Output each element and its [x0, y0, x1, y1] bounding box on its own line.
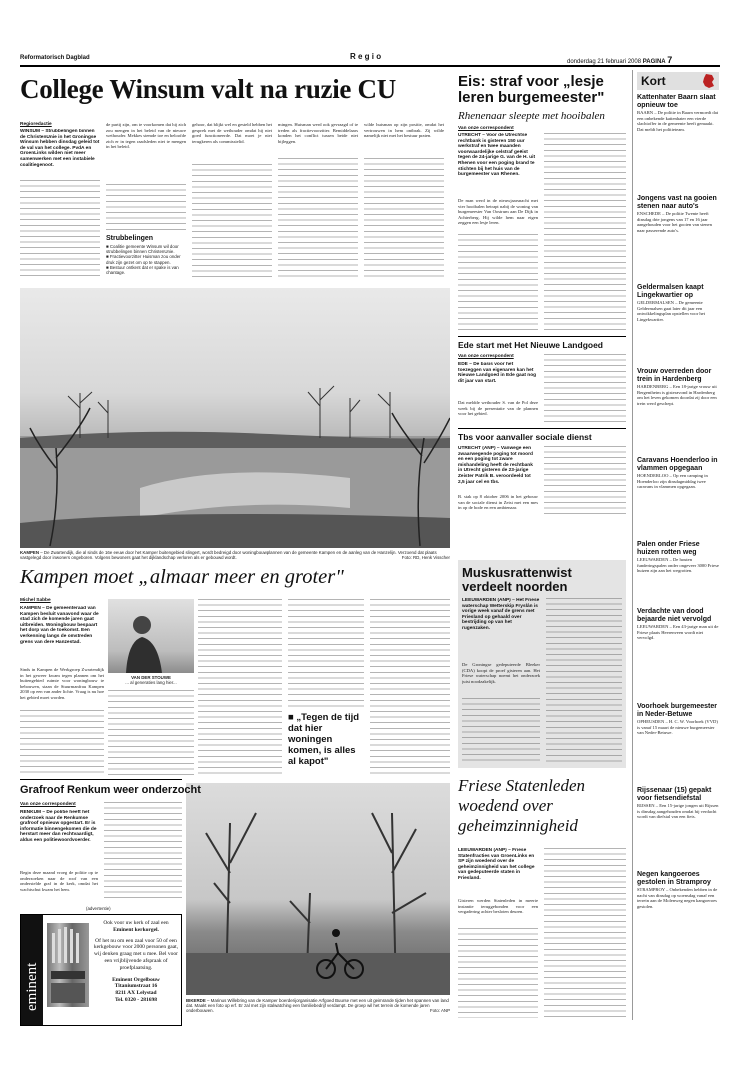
kort-item-head: Caravans Hoenderloo in vlammen opgegaan: [637, 457, 718, 472]
kort-item: [637, 703, 719, 781]
portrait-caption-text: ... al generaties lang hier...: [125, 680, 177, 686]
ad-brand-bold: Eminent kerkorgel.: [113, 926, 159, 933]
ad-body: Of het nu om een zaal voor 50 of een kerkgebouw voor 2000 personen gaat, wij denken graag met u mee. Bel voor een vrijblijvende afspraak of proefplaatsing.: [93, 937, 179, 971]
main-col3-text: gehoor, dat blijkt wel en gesteld hebben het gesprek met de wethouder omdat hij niet goed functioneerde. Dat moet je niet terugkeren als commissielid.: [192, 122, 272, 144]
portrait-photo: [108, 599, 194, 673]
paper-name: Reformatorisch Dagblad: [20, 55, 90, 61]
kort-item-text: HOENDERLOO – Op een camping in Hoenderloo zijn dinsdagmiddag twee caravans in vlammen opgegaan.: [637, 473, 708, 490]
header-rule: [20, 65, 720, 67]
dike-landscape-photo: [20, 288, 450, 548]
main-col1-text: [20, 180, 100, 280]
eis-subhead: Rhenenaar sleepte met hooibalen: [458, 110, 605, 122]
ede-byline: Van onze correspondent: [458, 354, 514, 359]
portrait-drawing: [108, 599, 194, 673]
kort-list: [637, 94, 719, 1020]
landscape-drawing: [20, 288, 450, 548]
kort-item-text: STRAMPROY – Onbekenden hebben in de nacht van dinsdag op woensdag vanaf een terrein aan de Molenweg negen kangoeroes gestolen.: [637, 887, 718, 909]
portrait-caption: [108, 675, 194, 685]
kort-item-head: Geldermalsen kaapt Lingekwartier op: [637, 284, 704, 299]
friese-lead: LEEUWARDEN (ANP) – Friese Statenfracties van GroenLinks en SP zijn woedend over de geheimzinnigheid van het college van gedeputeerde staten in Friesland.: [458, 848, 535, 881]
grafroof-col2-filler: [104, 802, 182, 900]
ede-col2-filler: [544, 354, 626, 422]
kampen-headline: Kampen moet „almaar meer en groter": [20, 566, 344, 588]
kampen-lead: KAMPEN – De gemeenteraad van Kampen besluit vanavond waar de stad zich de komende jaren gaat uitbreiden. Woningbouw bespaart het dorp van de toekomst. Een verkenning langs de omstreden grens van dere Hanzestad.: [20, 606, 99, 645]
main-col2-filler: [106, 184, 186, 230]
kampen-quote: ■ „Tegen de tijd dat hier woningen komen, is alles al kapot": [288, 712, 360, 767]
photo1-caption-label: KAMPEN: [20, 550, 40, 555]
ede-body: Dat meldde wethouder S. van de Pol deze week bij de presentatie van de plannen voor het gebied.: [458, 400, 538, 417]
grafroof-body: Begin deze maand vroeg de politie op te onderzoeken naar de roof van een onderstelde graf in de kerk, omdat het wachtschut kwam het hem.: [20, 870, 98, 892]
kort-item: [637, 368, 719, 451]
kampen-col4-filler: [288, 599, 364, 709]
kort-item-text: LEEUWARDEN – Een 43-jarige man uit de Friese plaats Heerenveen wordt niet vervolgd.: [637, 624, 719, 641]
tbs-rule: [458, 428, 626, 429]
main-col4-text: mingen. Huisman werd ook gevraagd of te treden als fractievoorzitter. Bemiddelaars konden het conflict tussen beide niet bijleggen.: [278, 122, 358, 144]
eis-col2-filler: [544, 133, 626, 330]
kort-item: [637, 871, 719, 949]
biker-drawing: [186, 783, 450, 995]
kort-item: [637, 541, 719, 602]
bullet-2: ■ Fractievoorzitter Huisman zou onder druk zijn gezet om op te stappen.: [106, 254, 181, 265]
portrait-name: VAN DER STOUWE: [131, 675, 171, 680]
main-bullets: [106, 244, 186, 275]
photo2-caption-text: – Marinus Willebring van de Kamper boerderijorganisatie Arfgoed Buurse met een uit geimrande tijden het spannen van land dat. Maakt een foto op erf. Er zal met zijn stalwatching een familiebedrijf verdampt. De groep wil het terrein de komende jaren onderbouwen.: [186, 998, 449, 1014]
ad-text: [93, 920, 179, 1004]
biker-photo: [186, 783, 450, 995]
kort-item-head: Palen onder Friese huizen rotten weg: [637, 541, 700, 556]
photo1-caption-text: – De Zwartendijk, die al sinds de 16e eeuw door het Kamper buitengebied slingert, wordt bedreigd door woningbouwplannen van de gemeente Kampen en de aanleg van de Hanzelijn. Verzoend dat plaats vastgelegd door inwoners ongeboren. Volgens bewoners gaat het dijklandschap verloren als er gebouwd wordt.: [20, 550, 437, 561]
eis-headline: Eis: straf voor „lesje leren burgemeester": [458, 73, 605, 106]
kampen-body: Sinds in Kampen de Werkgroep Zwartendijk in het geweer kwam tegen plannen om het buitengebied ruimte voor woningbouw te bebouwen, staan de Stuurmanfrau Kampen 2030 op een van ander lichte. Vraag is nu hoe het gebied moet worden.: [20, 667, 104, 700]
muskus-col2-filler: [546, 598, 622, 764]
photo1-credit: Foto: RD, Henk Visscher: [401, 555, 450, 561]
grafroof-headline: Grafroof Renkum weer onderzocht: [20, 784, 201, 796]
main-byline: Regioredactie: [20, 122, 52, 127]
kort-title: Kort: [641, 74, 666, 88]
organ-image: [47, 923, 89, 1007]
kort-item: [637, 94, 719, 189]
kort-item: [637, 787, 719, 865]
page-label: PAGINA: [642, 59, 666, 65]
tbs-col2-filler: [544, 446, 626, 516]
kort-item: [637, 284, 719, 362]
kort-item-text: LEEUWARDEN – De houten funderingspalen onder ongeveer 3000 Friese huizen zijn aan het wegrotten.: [637, 557, 719, 574]
page-number: 7: [667, 55, 673, 65]
kort-item-head: Negen kangoeroes gestolen in Stramproy: [637, 871, 711, 886]
eis-lead: UTRECHT – Voor de Utrechtse rechtbank is gisteren 150 uur werkstraf en twee maanden voorwaardelijke celstraf geëist tegen de 24-jarige G. van de H. uit Rhenen voor een poging brand te stichten bij het huis van de burgemeester van Rhenen.: [458, 133, 536, 178]
main-col2-text: de partij zijn, om te voorkomen dat hij zich zou mengen in het beleid van de nieuwe wethouder. Mekkes stemde toe en beloofde zich er in tegen raadsleden niet te mengen in het beleid.: [106, 122, 186, 150]
organ-drawing: [47, 923, 89, 1007]
kampen-col1-filler: [20, 710, 104, 776]
friese-col1-filler: [458, 928, 538, 1018]
ad-tag: (advertentie): [86, 906, 111, 911]
netherlands-map-icon: [700, 73, 716, 89]
ad-city: 8211 AX Lelystad: [115, 990, 157, 997]
kampen-col2-filler: [108, 690, 194, 776]
photo2-credit: Foto: ANP: [429, 1008, 450, 1014]
main-col5-filler: [364, 158, 444, 280]
kort-item-head: Kattenhater Baarn slaat opnieuw toe: [637, 94, 716, 109]
kort-item-head: Rijssenaar (15) gepakt voor fietsendiefstal: [637, 787, 712, 802]
ad-street: Titaniumstraat 16: [114, 983, 158, 990]
kort-item-text: ENSCHEDE – De politie Twente heeft dinsdag drie jongens van 17 en 16 jaar aangehouden voor het gooien van stenen naar passerende auto's.: [637, 211, 712, 233]
photo2-caption-label: BIKERDE: [186, 998, 206, 1003]
kort-item: [637, 608, 719, 697]
main-col4-filler: [278, 158, 358, 280]
eis-byline: Van onze correspondent: [458, 126, 514, 131]
ad-company: Eminent Orgelbouw: [112, 976, 160, 983]
eis-body: De man werd in de nieuwjaarsnacht met vier hooibalen betrapt nabij de woning van burgemeester Van Oostrum aan De Dijk in Achterberg. Hij wilde hem naar eigen zeggen een lesje leren.: [458, 198, 538, 226]
main-col5-text: wilde huisman op zijn positie, omdat het vertrouwen in hem ontbrak. Zij wilde namelijk niet met het bestuur praten.: [364, 122, 444, 139]
kampen-byline: Michel Sabbe: [20, 598, 51, 603]
muskus-body: De Groningse gedeputeerde Bleeker (CDA) koopt de proef gisteren aan. Het Friese waterschap noemt het onderzoek juist noodzakelijk.: [462, 662, 540, 684]
kort-item-head: Jongens vast na gooien stenen naar auto's: [637, 195, 717, 210]
photo2-caption: [186, 998, 450, 1020]
friese-body: Gisteren werden Statenleden in meerte instantie teruggebonden voor een vergadering achter besloten deuren.: [458, 898, 538, 915]
grafroof-rule: [20, 779, 182, 780]
kampen-col3-filler: [198, 599, 282, 776]
kort-item-text: GELDERMALSEN – De gemeente Geldermalsen gaat later dit jaar een ontwikkelingsplan opstellen voor het Lingekwartier.: [637, 300, 706, 322]
main-subhead: Strubbelingen: [106, 235, 154, 242]
main-lead: WINSUM – Strubbelingen binnen de ChristenUnie in het Groningse Winsum hebben dinsdag geleid tot de val van het college. PvdA en GroenLinks wilden niet meer samenwerken met een instabiele coalitiegenoot.: [20, 129, 100, 168]
kort-item-text: HARDENBERG – Een 18-jarige vrouw uit Bergentheim is gisteravond in Hardenberg om het leven gekomen doordat zij door een trein werd geschept.: [637, 384, 717, 406]
eis-col1-filler: [458, 234, 538, 330]
kort-item-text: RIJSSEN – Een 15-jarige jongen uit Rijssen is dinsdag aangehouden omdat hij verdacht wordt van diefstal van een fiets.: [637, 803, 719, 820]
tbs-headline: Tbs voor aanvaller sociale dienst: [458, 432, 592, 442]
grafroof-lead: RENKUM – De politie heeft het onderzoek naar de Renkumse grafroof opnieuw opgestart. Er is informatie binnengekomen die de herstart meer dan rechtvaardigt, aldus een politiewoordvoerder.: [20, 810, 97, 843]
tbs-lead: UTRECHT (ANP) – Vanwege een zwaarwegende poging tot moord en een poging tot zware mishandeling heeft de rechtbank in Utrecht gisteren de 23-jarige Zeister Patrik B. veroordeeld tot 2,5 jaar cel en tbs.: [458, 446, 533, 485]
ad-brand: eminent: [24, 962, 40, 1011]
ede-headline: Ede start met Het Nieuwe Landgoed: [458, 340, 603, 350]
grafroof-byline: Van onze correspondent: [20, 802, 76, 807]
kampen-col5-filler: [370, 599, 450, 776]
ad-phone: Tel. 0320 - 281698: [115, 996, 157, 1003]
section-title: R e g i o: [350, 52, 382, 61]
kort-item: [637, 457, 719, 535]
kort-item-head: Vrouw overreden door trein in Hardenberg: [637, 368, 712, 383]
kort-item: [637, 195, 719, 278]
bullet-1: ■ Coalitie gemeente Winsum wil door strubbelingen binnen ChristenUnie.: [106, 244, 179, 255]
muskus-headline: Muskusrattenwist verdeelt noorden: [462, 565, 572, 594]
kort-item-head: Voorhoek burgemeester in Neder-Betuwe: [637, 703, 718, 718]
ad-brand-strip: [21, 915, 43, 1025]
tbs-body: B. stak op 8 oktober 2006 in het gebouw van de sociale dienst in Zeist met een mes in op de bode en een ambtenaar.: [458, 494, 538, 511]
main-headline: College Winsum valt na ruzie CU: [20, 74, 396, 104]
ede-rule: [458, 336, 626, 337]
eminent-ad[interactable]: [20, 914, 182, 1026]
page-date: [567, 55, 672, 65]
kort-item-text: OPHEUSDEN – H. C. W. Voorhoek (VVD) is vanaf 15 maart de nieuwe burgemeester van Neder-Betuwe.: [637, 719, 718, 736]
kort-divider: [632, 70, 633, 1020]
kort-banner: [637, 72, 719, 90]
date: donderdag 21 februari 2008: [567, 59, 642, 65]
bullet-3: ■ Bestuur ontkent dat er spake is van chantage.: [106, 264, 179, 276]
muskus-col1-filler: [462, 698, 540, 764]
muskus-lead: LEEUWARDEN (ANP) – Het Friese waterschap Wetterskip Fryslân is vorige week vanaf de grens met Friesland op gehaald over bestrijding op van het rugenzaken.: [462, 598, 540, 631]
ede-lead: EDE – De basis voor het toezeggen van eigenaren kan het Nieuwe Landgoed in Ede gaat nog dit jaar van start.: [458, 362, 537, 384]
photo1-caption: [20, 550, 450, 562]
friese-headline: Friese Statenleden woedend over geheimzinnigheid: [458, 776, 585, 835]
friese-col2-filler: [544, 848, 626, 1018]
ad-line1: Ook voor uw kerk of zaal een: [103, 920, 169, 926]
main-col3-filler: [192, 164, 272, 280]
kort-item-head: Verdachte van dood bejaarde niet vervolgd: [637, 608, 712, 623]
kort-item-text: BAARN – De politie in Baarn vermoedt dat een onbekende kattenhater een vierde slachtoffer in de gemeente heeft gemaakt. Dat meldt het politieteam.: [637, 110, 719, 132]
